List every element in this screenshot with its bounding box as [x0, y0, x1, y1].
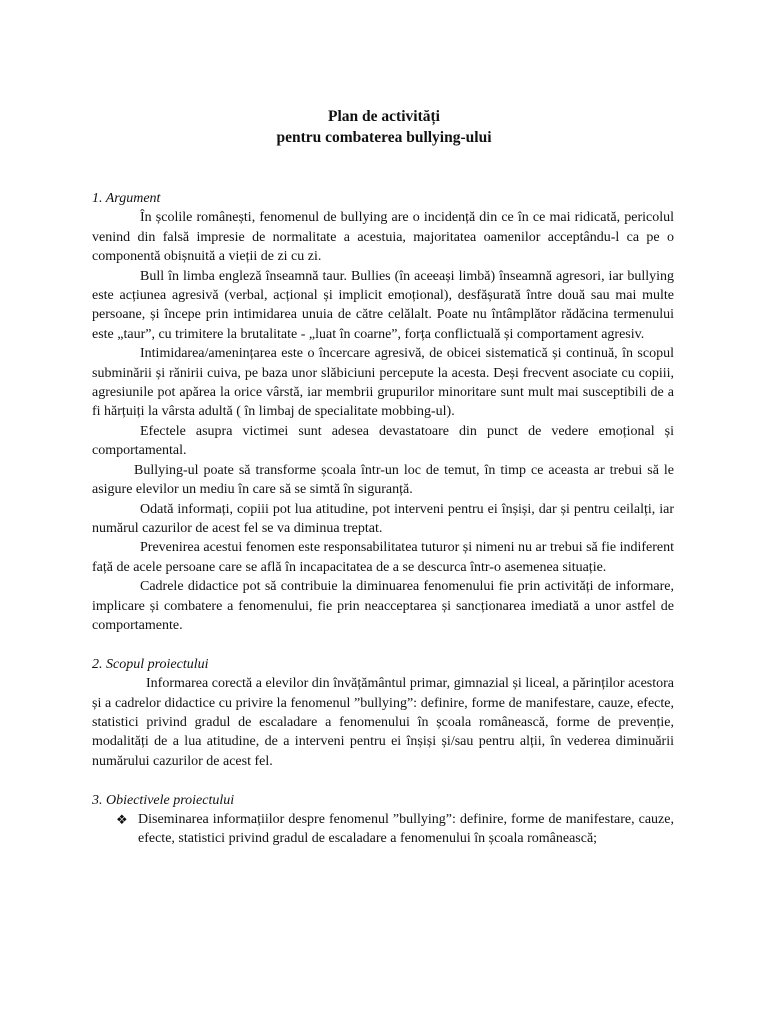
- section-heading-scope: 2. Scopul proiectului: [92, 656, 209, 672]
- diamond-bullet-icon: ❖: [116, 811, 128, 827]
- paragraph: În școlile românești, fenomenul de bullying are o incidență din ce în ce mai ridicată, pericolul venind din falsă impresie de normalitate a acestuia, majoritatea oamenilor acceptându-l ca pe o componentă obișnuită a vieții de zi cu zi.: [92, 210, 674, 265]
- section-scope: [92, 655, 674, 771]
- paragraph: Intimidarea/amenințarea este o încercare agresivă, de obicei sistematică și continuă, în scopul subminării și rănirii cuiva, pe baza unor slăbiciuni percepute la acesta. Deși frecvent asociate cu copiii, agresiunile pot apărea la orice vârstă, iar membrii grupurilor minoritare sunt mult mai susceptibili de a fi hărțuiți la vârsta adultă ( în limbaj de specialitate mobbing-ul).: [92, 346, 674, 420]
- title-line-2: pentru combaterea bullying-ului: [276, 129, 492, 146]
- paragraph: Efectele asupra victimei sunt adesea devastatoare din punct de vedere emoțional și comportamental.: [92, 423, 674, 459]
- paragraph: Prevenirea acestui fenomen este responsabilitatea tuturor și nimeni nu ar trebui să fie indiferent față de acele persoane care se află în incapacitatea de a se descurca într-o asemenea situație.: [92, 540, 674, 575]
- section-objectives: [92, 791, 674, 849]
- document-title: [0, 106, 768, 148]
- paragraph: Bullying-ul poate să transforme școala într-un loc de temut, în timp ce aceasta ar trebui să le asigure elevilor un mediu în care să se simtă în siguranță.: [92, 462, 674, 498]
- paragraph: Cadrele didactice pot să contribuie la diminuarea fenomenului fie prin activități de informare, implicare și combatere a fenomenului, fie prin neacceptarea și sancționarea imediată a unor astfel de comportamente.: [92, 579, 674, 633]
- objectives-list: [92, 810, 674, 849]
- paragraph: Informarea corectă a elevilor din învățământul primar, gimnazial și liceal, a părinților acestora și a cadrelor didactice cu privire la fenomenul ”bullying”: definire, forme de manifestare, cauze, efecte, statistici privind gradul de escaladare a fenomenului în școala românească, forme de prevenție, modalități de a lua atitudine, de a interveni pentru ei înșiși și/sau pentru alții, în vederea diminuării numărului cazurilor de acest fel.: [92, 676, 674, 769]
- section-heading-objectives: 3. Obiectivele proiectului: [92, 792, 235, 808]
- document-body: [92, 189, 674, 868]
- list-item: [116, 810, 674, 849]
- title-line-1: Plan de activități: [328, 108, 440, 125]
- list-item-text: Diseminarea informațiilor despre fenomenul ”bullying”: definire, forme de manifestare, cauze, efecte, statistici privind gradul de escaladare a fenomenului în școala românească;: [138, 811, 674, 847]
- section-argument: [92, 189, 674, 635]
- paragraph: Odată informați, copiii pot lua atitudine, pot interveni pentru ei înșiși, dar și pentru ceilalți, iar numărul cazurilor de acest fel se va diminua treptat.: [92, 501, 674, 536]
- paragraph: Bull în limba engleză înseamnă taur. Bullies (în aceeași limbă) înseamnă agresori, iar bullying este acțiunea agresivă (verbal, acțional și implicit emoțional), desfășurată între două sau mai multe persoane, și începe prin intimidarea unuia de către celălalt. Poate nu întâmplător rădăcina termenului este „taur”, cu trimitere la brutalitate - „luat în coarne”, forța conflictuală și comportament agresiv.: [92, 268, 674, 342]
- section-heading-argument: 1. Argument: [92, 191, 161, 206]
